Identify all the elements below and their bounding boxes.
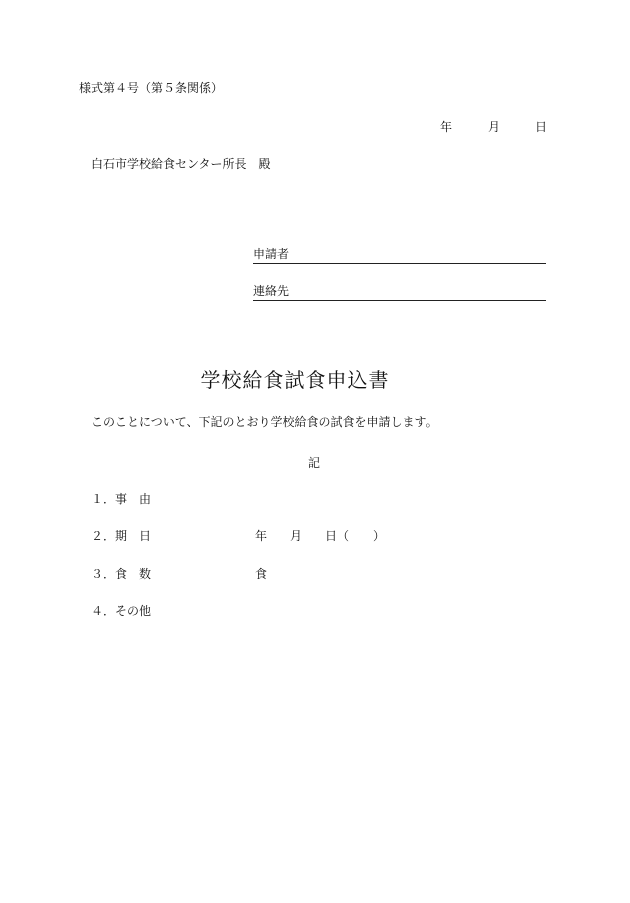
item-reason-label: １．事 由	[91, 492, 152, 506]
item-date-label: ２．期 日	[91, 529, 152, 543]
item-count-unit: 食	[255, 567, 268, 581]
applicant-label: 申請者	[253, 247, 290, 261]
item-other-label: ４．その他	[91, 604, 152, 618]
item-count-label: ３．食 数	[91, 567, 152, 581]
contact-field[interactable]	[253, 282, 546, 301]
schedule-weekday: （ ）	[337, 529, 386, 543]
schedule-date[interactable]	[255, 527, 395, 543]
date-day: 日	[535, 120, 548, 134]
applicant-field[interactable]	[253, 245, 546, 264]
form-number: 様式第４号（第５条関係）	[79, 81, 224, 95]
contact-label: 連絡先	[253, 284, 290, 298]
schedule-day: 日	[325, 529, 338, 543]
document-title: 学校給食試食申込書	[200, 368, 390, 392]
date-year: 年	[440, 120, 453, 134]
intro-text: このことについて、下記のとおり学校給食の試食を申請します。	[91, 415, 438, 429]
addressee: 白石市学校給食センター所長 殿	[91, 157, 271, 171]
schedule-month: 月	[290, 529, 303, 543]
ki-heading: 記	[308, 456, 321, 470]
schedule-year: 年	[255, 529, 268, 543]
date-month: 月	[488, 120, 501, 134]
